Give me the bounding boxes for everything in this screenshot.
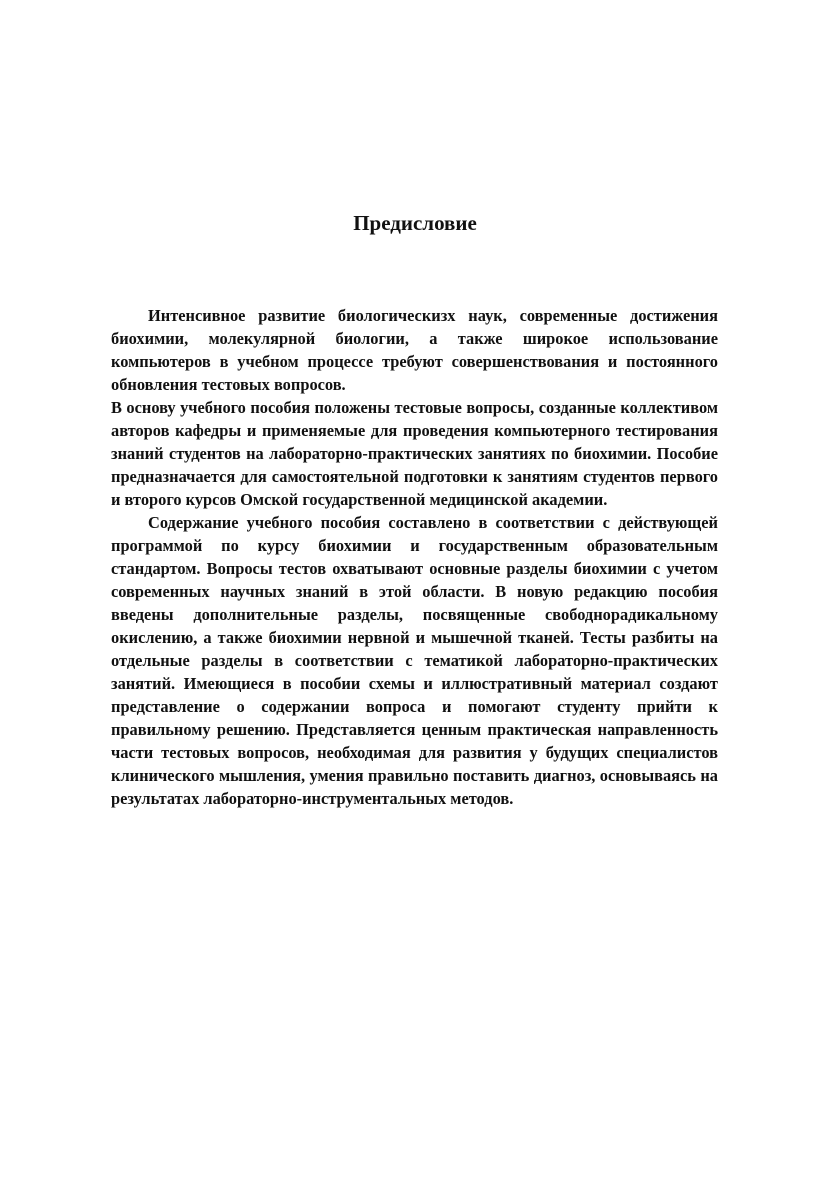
preface-body [111, 304, 718, 810]
page-title: Предисловие [353, 211, 477, 235]
paragraph-content: Содержание учебного пособия составлено в соответствии с действующей программой по курсу биохимии и государственным образовательным стандартом. Вопросы тестов охватывают основные разделы биохимии с учетом современных научных знаний в этой области. В новую редакцию пособия введены дополнительные разделы, посвященные свободнорадикальному окислению, а также биохимии нервной и мышечной тканей. Тесты разбиты на отдельные разделы в соответствии с тематикой лабораторно-практических занятий. Имеющиеся в пособии схемы и иллюстративный материал создают представление о содержании вопроса и помогают студенту прийти к правильному решению. Представляется ценным практическая направленность части тестовых вопросов, необходимая для развития у будущих специалистов клинического мышления, умения правильно поставить диагноз, основываясь на результатах лабораторно-инструментальных методов. [111, 513, 718, 808]
paragraph-intro: Интенсивное развитие биологическизх наук, современные достижения биохимии, молекулярной биологии, а также широкое использование компьютеров в учебном процессе требуют совершенствования и постоянного обновления тестовых вопросов. [111, 306, 718, 394]
paragraph-basis: В основу учебного пособия положены тестовые вопросы, созданные коллективом авторов кафедры и применяемые для проведения компьютерного тестирования знаний студентов на лабораторно-практических занятиях по биохимии. Пособие предназначается для самостоятельной подготовки к занятиям студентов первого и второго курсов Омской государственной медицинской академии. [111, 398, 718, 509]
